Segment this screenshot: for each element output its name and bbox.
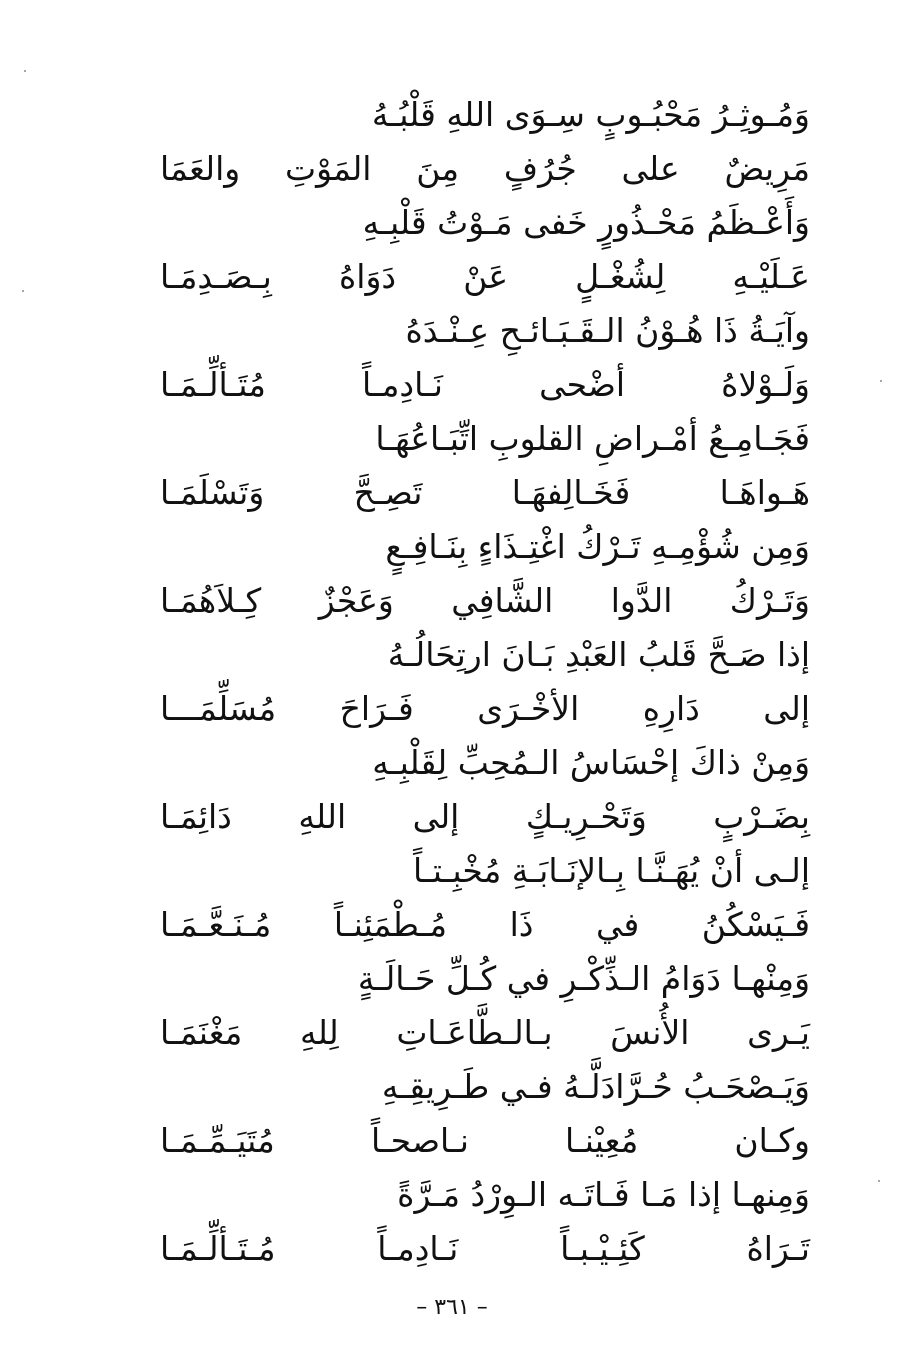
verse-first-hemistich: وَمِنهـا إذا مَـا فَـاتَـه الـوِرْدُ مَـرَّةً — [397, 1175, 810, 1214]
verse-first-hemistich: إذا صَـحَّ قَلبُ العَبْدِ بَـانَ ارتِحَالُـهُ — [387, 635, 810, 674]
verse-first-hemistich: وَيَـصْحَـبُ حُـرَّادَلَّـهُ فـي طَـرِيقِـهِ — [381, 1067, 810, 1106]
scan-speck — [22, 290, 24, 292]
verse-second-hemistich: فَـيَسْكُنُ في ذَا مُـطْمَئِنـاً مُـنَـعَّـمَـا — [160, 905, 810, 944]
verse-first-hemistich: وَمِنْهـا دَوَامُ الـذِّكْـرِ في كُـلِّ حَـالَـةٍ — [357, 959, 810, 998]
scan-speck — [880, 380, 882, 382]
verse-first-hemistich: وَمُـوثِـرُ مَحْبُـوبٍ سِـوَى اللهِ قَلْبُـهُ — [371, 95, 810, 134]
verse-second-hemistich: يَـرى الأُنسَ بـالـطَّاعَـاتِ لِلهِ مَغْنَمَـا — [160, 1013, 810, 1052]
verse — [150, 196, 810, 304]
verse-second-hemistich: وكـان مُعِيْنـا نـاصحـاً مُتَيَـمِّـمَـا — [160, 1121, 810, 1160]
verse-second-hemistich: عَـلَيْـهِ لِشُغْـلٍ عَنْ دَوَاهُ بِـصَـدِمَـا — [160, 257, 810, 296]
verse — [150, 520, 810, 628]
scan-speck — [878, 1180, 880, 1182]
scan-speck — [24, 70, 26, 72]
verse-first-hemistich: وآيَـةُ ذَا هُـوْنُ الـقَـبَـائـحِ عِـنْـدَهُ — [405, 311, 810, 350]
verse-first-hemistich: فَجَـامِـعُ أمْـراضِ القلوبِ اتِّبَـاعُهَـا — [375, 419, 810, 458]
verse-first-hemistich: وَمِن شُؤْمِـهِ تَـرْكُ اغْتِـذَاءٍ بِنَـافِـعٍ — [385, 527, 810, 566]
verse — [150, 1168, 810, 1276]
verse — [150, 412, 810, 520]
verse-first-hemistich: وَأَعْـظَمُ مَحْـذُورٍ خَفى مَـوْتُ قَلْبِـهِ — [362, 203, 810, 242]
verse — [150, 1060, 810, 1168]
verse-second-hemistich: وَتَـرْكُ الدَّوا الشَّافِي وَعَجْزٌ كِـلاَهُمَـا — [160, 581, 810, 620]
verse-second-hemistich: إلى دَارِهِ الأخْـرَى فَـرَاحَ مُسَلِّمَـــا — [160, 689, 810, 728]
verse-second-hemistich: هَـواهَـا فَخَـالِفهَـا تَصِـحَّ وَتَسْلَمَـا — [160, 473, 810, 512]
verse — [150, 736, 810, 844]
verse — [150, 88, 810, 196]
verse — [150, 844, 810, 952]
verse-first-hemistich: وَمِنْ ذاكَ إحْسَاسُ الـمُحِبِّ لِقَلْبِـهِ — [372, 743, 810, 782]
verse-first-hemistich: إلـى أنْ يُهَـنَّـا بِـالإنَـابَـةِ مُخْبِـتـاً — [413, 851, 810, 890]
verse — [150, 952, 810, 1060]
verse — [150, 304, 810, 412]
verse-second-hemistich: بِضَـرْبٍ وَتَحْـرِيـكٍ إلى اللهِ دَائِمَـا — [160, 797, 810, 836]
page-number: – ٣٦١ – — [416, 1295, 488, 1320]
verse-second-hemistich: وَلَـوْلاهُ أضْحى نَـادِمـاً مُتَـألِّـمَـا — [160, 365, 810, 404]
verse-second-hemistich: مَرِيضٌ على جُرُفٍ مِنَ المَوْتِ والعَمَا — [160, 149, 810, 188]
verse-second-hemistich: تَـرَاهُ كَئِـيْـبـاً نَـادِمـاً مُـتَـألِّـمَـا — [160, 1229, 810, 1268]
poem-body — [150, 88, 810, 1276]
verse — [150, 628, 810, 736]
